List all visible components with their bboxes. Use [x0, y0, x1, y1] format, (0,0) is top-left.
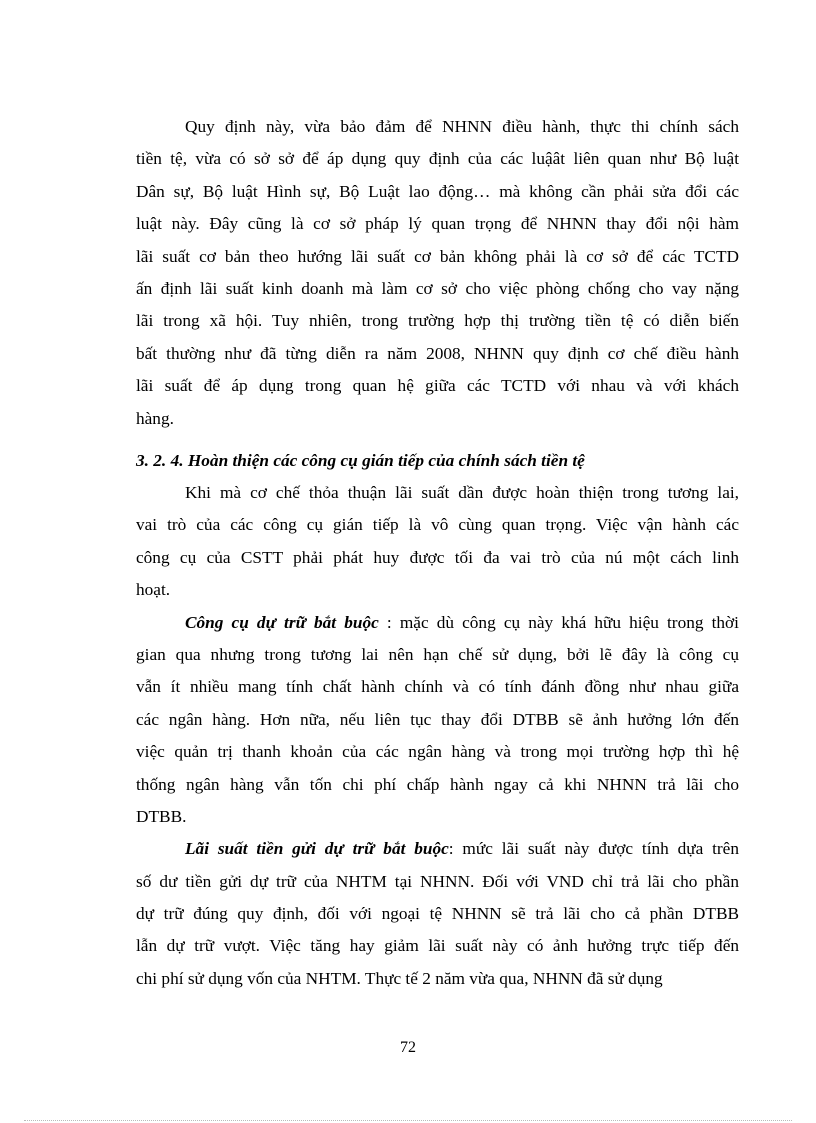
paragraph-line: bất thường như đã từng diễn ra năm 2008, NHNN quy định cơ chế điều hành — [136, 343, 739, 363]
paragraph-line: lẫn dự trữ vượt. Việc tăng hay giảm lãi suất này có ảnh hưởng trực tiếp đến — [136, 936, 739, 956]
paragraph-1 — [136, 111, 739, 435]
paragraph-line: gian qua nhưng trong tương lai nên hạn chế sử dụng, bởi lẽ đây là công cụ — [136, 644, 739, 664]
paragraph-line: Khi mà cơ chế thỏa thuận lãi suất dần được hoàn thiện trong tương lai, — [185, 483, 739, 502]
paragraph-line: thống ngân hàng vẫn tốn chi phí chấp hành ngay cả khi NHNN trả lãi cho — [136, 774, 739, 794]
paragraph-line: vẫn ít nhiều mang tính chất hành chính và có tính đánh đồng như nhau giữa — [136, 677, 739, 697]
paragraph-line: chi phí sử dụng vốn của NHTM. Thực tế 2 năm vừa qua, NHNN đã sử dụng — [136, 968, 663, 988]
paragraph-line: các ngân hàng. Hơn nữa, nếu liên tục thay đổi DTBB sẽ ảnh hưởng lớn đến — [136, 709, 739, 729]
page-bottom-divider — [24, 1120, 792, 1121]
paragraph-line: dự trữ đúng quy định, đối với ngoại tệ NHNN sẽ trả lãi cho cả phần DTBB — [136, 904, 739, 924]
page-number: 72 — [400, 1039, 416, 1056]
paragraph-3-first-line — [136, 607, 739, 639]
paragraph-4-first-line — [136, 833, 739, 865]
paragraph-line: hàng. — [136, 408, 174, 428]
paragraph-line: luật này. Đây cũng là cơ sở pháp lý quan trọng để NHNN thay đổi nội hàm — [136, 214, 739, 234]
term-reserve-deposit-rate: Lãi suất tiền gửi dự trữ bắt buộc — [185, 839, 449, 859]
paragraph-line: DTBB. — [136, 806, 187, 826]
paragraph-line: tiền tệ, vừa có sở sở để áp dụng quy định của các luậât liên quan như Bộ luật — [136, 149, 739, 169]
paragraph-line: vai trò của các công cụ gián tiếp là vô cùng quan trọng. Việc vận hành các — [136, 515, 739, 535]
paragraph-line: lãi trong xã hội. Tuy nhiên, trong trường hợp thị trường tiền tệ có diễn biến — [136, 311, 739, 331]
paragraph-line-rest: : mặc dù công cụ này khá hữu hiệu trong thời — [378, 612, 739, 632]
paragraph-line: việc quản trị thanh khoản của các ngân hàng và trong mọi trường hợp thì hệ — [136, 742, 739, 762]
paragraph-line: Quy định này, vừa bảo đảm để NHNN điều hành, thực thi chính sách — [185, 117, 739, 136]
paragraph-line: Dân sự, Bộ luật Hình sự, Bộ Luật lao động… mà không cần phải sửa đổi các — [136, 181, 739, 201]
paragraph-line: ấn định lãi suất kinh doanh mà làm cơ sở cho việc phòng chống cho vay nặng — [136, 278, 739, 298]
section-heading: 3. 2. 4. Hoàn thiện các công cụ gián tiếp của chính sách tiền tệ — [136, 451, 585, 470]
paragraph-line-rest: : mức lãi suất này được tính dựa trên — [448, 839, 739, 859]
paragraph-line: số dư tiền gửi dự trữ của NHTM tại NHNN. Đối với VND chỉ trả lãi cho phần — [136, 871, 739, 891]
paragraph-2 — [136, 477, 739, 995]
paragraph-line: lãi suất cơ bản theo hướng lãi suất cơ bản không phải là cơ sở để các TCTD — [136, 246, 739, 266]
paragraph-line: lãi suất để áp dụng trong quan hệ giữa các TCTD với nhau và với khách — [136, 376, 739, 396]
paragraph-line: công cụ của CSTT phải phát huy được tối đa vai trò của nú một cách linh — [136, 547, 739, 567]
term-required-reserve: Công cụ dự trữ bắt buộc — [185, 612, 379, 632]
paragraph-line: hoạt. — [136, 580, 171, 600]
